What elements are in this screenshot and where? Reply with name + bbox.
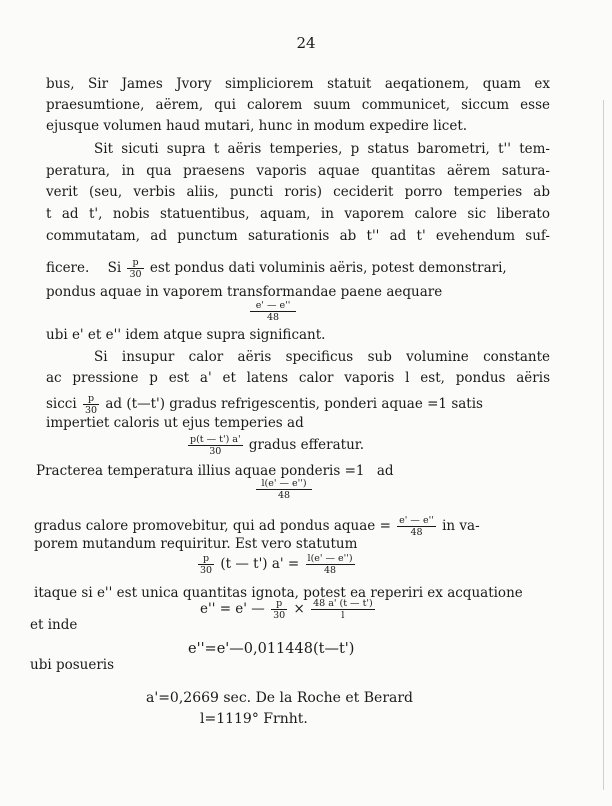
text-line-23-rest: sec. De la Roche et Berard [223,690,414,706]
page-edge-line [603,100,604,790]
equation-1 [196,553,357,576]
text-line-6: verit (seu, verbis aliis, puncti roris) ceciderit porro temperies ab [46,184,550,200]
text-line-8: commutatam, ad punctum saturationis ab t'' ad t' evehendum suf- [46,228,550,244]
text-line-14 [46,393,483,416]
text-line-14-mid: gradus refrigescentis, ponderi aquae [169,396,423,412]
text-line-14-end: satis [451,396,483,412]
text-line-18-start: gradus calore promovebitur, qui ad pondus aquae [34,518,376,534]
expr-eq-one: =1 [427,396,448,412]
fraction-a-t-over-l: $\frac{48 a' (t — t')}{l}$ [313,598,373,621]
text-line-24 [200,710,308,728]
fraction-p-over-30-d: $\frac{p}{30}$ [273,598,286,621]
text-line-1: bus, Sir James Jvory simpliciorem statuit aeqationem, quam ex [46,76,550,92]
fraction-le-over-48: $\frac{l(e' — e'')}{48}$ [256,478,312,501]
page-number: 24 [296,34,316,52]
times-sign: × [293,601,305,617]
text-line-16 [186,434,364,457]
text-line-12: Si insupur calor aëris specificus sub volumine constante [94,349,550,365]
text-line-9-rest: est pondus dati voluminis aëris, potest demonstrari, [149,260,507,276]
word-ficere: ficere. [46,260,90,276]
equation-3: e''=e'—0,011448(t—t') [188,641,355,657]
text-line-11: ubi e' et e'' idem atque supra significant. [46,327,326,343]
expr-t-diff: (t—t') [126,396,165,412]
text-line-10: pondus aquae in vaporem transformandae paene aequare [46,284,443,300]
equation-2-lhs: e'' = e' — [200,601,265,617]
text-line-13: ac pressione p est a' et latens calor vaporis l est, pondus aëris [46,370,550,386]
text-line-24-rest: Frnht. [263,711,308,727]
fraction-p-over-30: $\frac{p}{30}$ [129,257,142,280]
text-line-5: peratura, in qua praesens vaporis aquae quantitas aërem satura- [46,163,550,179]
fraction-p-over-30-c: $\frac{p}{30}$ [200,553,213,576]
text-line-7: t ad t', nobis statuentibus, aquam, in vaporem calore sic liberato [46,206,550,222]
word-si: Si [107,260,122,276]
text-line-17-end: ad [376,463,394,479]
text-line-15: impertiet caloris ut ejus temperies ad [46,415,304,431]
equation-1-lhs: (t — t') a' = [220,556,300,572]
fraction-le-over-48-b: $\frac{l(e' — e'')}{48}$ [307,553,353,576]
word-ad: ad [105,396,123,412]
text-line-22: ubi posueris [30,657,115,673]
value-l: l=1119° [200,711,259,727]
expr-eq-one-b: =1 [344,463,365,479]
word-sicci: sicci [46,396,77,412]
text-line-2: praesumtione, aërem, qui calorem suum communicet, siccum esse [46,97,550,113]
fraction-p-over-30-b: $\frac{p}{30}$ [84,393,98,416]
fraction-pta-over-30: $\frac{p(t — t') a'}{30}$ [190,434,241,457]
text-line-4: Sit sicuti supra t aëris temperies, p status barometri, t'' tem- [94,141,550,157]
text-line-16-rest: gradus efferatur. [248,437,365,453]
fraction-e-diff-over-48: $\frac{e' — e''}{48}$ [250,300,296,323]
text-line-17 [36,462,394,480]
text-line-21: et inde [30,617,78,633]
expr-eq: = [379,518,391,534]
value-a: a'=0,2669 [146,690,219,706]
text-line-19: porem mutandum requiritur. Est vero statutum [34,536,358,552]
fraction-e-diff-over-48-b: $\frac{e' — e''}{48}$ [399,515,434,538]
text-line-20: itaque si e'' est unica quantitas ignota, potest ea reperiri ex acquatione [34,585,523,601]
text-line-23 [146,689,413,707]
text-line-17-start: Practerea temperatura illius aquae ponderis [36,463,341,479]
text-line-18-end: in va- [442,518,480,534]
equation-2 [200,598,377,621]
text-line-3: ejusque volumen haud mutari, hunc in modum expedire licet. [46,118,468,134]
text-line-9 [46,257,507,280]
